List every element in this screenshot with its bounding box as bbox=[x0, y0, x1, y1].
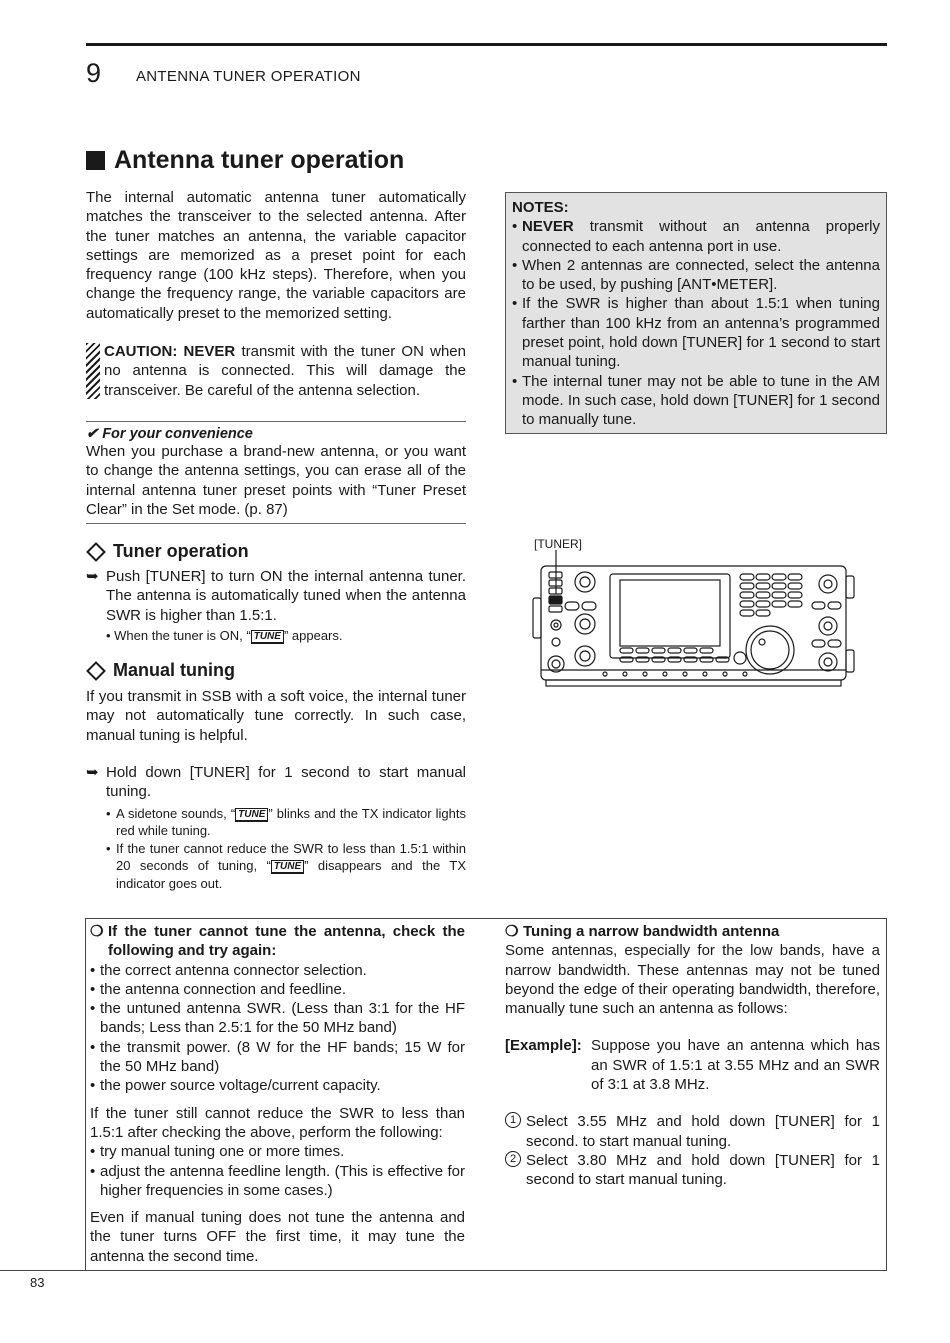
manual-tuning-intro: If you transmit in SSB with a soft voice, the internal tuner may not automatically tune correctly. In such case, manual tuning is helpful. bbox=[86, 688, 466, 744]
manual-tuning-step: Hold down [TUNER] for 1 second to start manual tuning. bbox=[106, 764, 466, 801]
cannot-tune-item: • try manual tuning one or more times. bbox=[90, 1143, 345, 1161]
manual-tuning-heading bbox=[86, 660, 235, 681]
header-rule bbox=[86, 43, 887, 46]
tune-indicator: TUNE bbox=[235, 808, 268, 822]
manual-tuning-heading-text: Manual tuning bbox=[113, 660, 235, 680]
notes-box bbox=[505, 192, 887, 434]
cannot-tune-block bbox=[90, 922, 465, 1266]
tuner-operation-heading bbox=[86, 541, 249, 562]
convenience-title: For your convenience bbox=[102, 426, 253, 442]
cannot-tune-para3: Even if manual tuning does not tune the antenna and the tuner turns OFF the first time, it may tune the antenna the second time. bbox=[90, 1209, 465, 1265]
caution-text: transmit with the tuner ON when no antenna is connected. This will damage the transceiver. Be careful of the antenna selection. bbox=[104, 343, 466, 399]
manual-tuning-note-2: • If the tuner cannot reduce the SWR to less than 1.5:1 within 20 seconds of tuning, “ TUNE ” disappears and the TX indicator goes out. bbox=[106, 840, 466, 891]
cannot-tune-item: • the correct antenna connector selection. bbox=[90, 961, 367, 979]
manual-tuning-note-1: • A sidetone sounds, “ TUNE ” blinks and the TX indicator lights red while tuning. bbox=[106, 805, 466, 839]
cannot-tune-item: • adjust the antenna feedline length. (This is effective for higher frequencies in some cases.) bbox=[90, 1162, 465, 1199]
narrow-text: Some antennas, especially for the low bands, have a narrow bandwidth. These antennas may not be tuned beyond the edge of their operating bandwidth, therefore, manually tune such an antenna as follows: bbox=[505, 942, 880, 1018]
tune-indicator: TUNE bbox=[271, 860, 304, 874]
tuner-operation-heading-text: Tuner operation bbox=[113, 541, 249, 561]
tuner-operation-step: Push [TUNER] to turn ON the internal antenna tuner. The antenna is automatically tuned when the antenna SWR is higher than 1.5:1. bbox=[106, 568, 466, 624]
example-label: [Example]: bbox=[505, 1037, 582, 1055]
page-number: 83 bbox=[30, 1275, 45, 1290]
notes-item: • The internal tuner may not be able to tune in the AM mode. In such case, hold down [TUNER] for 1 second to manually tune. bbox=[512, 372, 880, 429]
caution-block bbox=[86, 342, 466, 400]
diamond-icon bbox=[86, 661, 106, 681]
figure-label: [TUNER] bbox=[534, 537, 582, 551]
narrow-step: 1 Select 3.55 MHz and hold down [TUNER] for 1 second. to start manual tuning. bbox=[505, 1112, 880, 1151]
circle-bullet-icon: ❍ bbox=[90, 923, 104, 940]
narrow-bandwidth-block bbox=[505, 922, 880, 1190]
cannot-tune-item: • the untuned antenna SWR. (Less than 3:1 for the HF bands; Less than 2.5:1 for the 50 MHz band) bbox=[90, 1000, 465, 1037]
chapter-title: ANTENNA TUNER OPERATION bbox=[136, 68, 361, 85]
notes-title: NOTES: bbox=[512, 199, 569, 216]
convenience-block bbox=[86, 426, 466, 519]
diamond-icon bbox=[86, 542, 106, 562]
intro-paragraph: The internal automatic antenna tuner automatically matches the transceiver to the selected antenna. After the tuner matches an antenna, the variable capacitor settings are memorized as a preset point for each frequency range (100 kHz steps). Therefore, when you change the frequency range, the variable capacitors are automatically preset to the memorized setting. bbox=[86, 189, 466, 322]
cannot-tune-item: • the transmit power. (8 W for the HF bands; 15 W for the 50 MHz band) bbox=[90, 1038, 465, 1076]
cannot-tune-heading: ❍ If the tuner cannot tune the antenna, check the following and try again: bbox=[90, 923, 465, 960]
circle-bullet-icon: ❍ bbox=[505, 923, 519, 940]
arrow-bullet-icon: ➥ bbox=[86, 568, 99, 585]
step-number: 2 bbox=[505, 1151, 521, 1167]
narrow-example bbox=[505, 1036, 880, 1094]
cannot-tune-para2: If the tuner still cannot reduce the SWR to less than 1.5:1 after checking the above, perform the following: bbox=[90, 1104, 465, 1141]
check-icon: ✔ bbox=[86, 426, 103, 442]
notes-item: • If the SWR is higher than about 1.5:1 when tuning farther than 100 kHz from an antenna’s programmed preset point, hold down [TUNER] for 1 second to start manual tuning. bbox=[512, 295, 880, 371]
convenience-top-rule bbox=[86, 421, 466, 422]
transceiver-illustration bbox=[530, 550, 860, 690]
caution-label: CAUTION: NEVER bbox=[104, 343, 236, 360]
convenience-text: When you purchase a brand-new antenna, or you want to change the antenna settings, you can erase all of the internal antenna tuner preset points with “Tuner Preset Clear” in the Set mode. (p. 87) bbox=[86, 443, 466, 518]
tune-indicator: TUNE bbox=[251, 630, 284, 644]
square-bullet-icon bbox=[86, 151, 105, 170]
cannot-tune-item: • the power source voltage/current capacity. bbox=[90, 1077, 381, 1095]
chapter-number: 9 bbox=[86, 58, 102, 88]
page-number-rule bbox=[0, 1270, 86, 1271]
notes-item: • When 2 antennas are connected, select the antenna to be used, by pushing [ANT•METER]. bbox=[512, 256, 880, 294]
section-title-text: Antenna tuner operation bbox=[114, 146, 405, 174]
example-text: Suppose you have an antenna which has an SWR of 1.5:1 at 3.55 MHz and an SWR of 3:1 at 3.8 MHz. bbox=[591, 1037, 880, 1094]
arrow-bullet-icon: ➥ bbox=[86, 764, 99, 781]
cannot-tune-item: • the antenna connection and feedline. bbox=[90, 980, 347, 998]
caution-hatch-icon bbox=[86, 343, 100, 399]
manual-tuning-block bbox=[86, 763, 466, 892]
step-number: 1 bbox=[505, 1112, 521, 1128]
narrow-heading: ❍ Tuning a narrow bandwidth antenna bbox=[505, 923, 780, 940]
convenience-bottom-rule bbox=[86, 523, 466, 524]
tuner-operation-note: • When the tuner is ON, “ TUNE ” appears. bbox=[106, 627, 343, 643]
narrow-step: 2 Select 3.80 MHz and hold down [TUNER] for 1 second to start manual tuning. bbox=[505, 1151, 880, 1190]
section-title bbox=[86, 146, 404, 175]
notes-item: • NEVER transmit without an antenna properly connected to each antenna port in use. bbox=[512, 218, 880, 255]
tuner-operation-block bbox=[86, 567, 466, 644]
